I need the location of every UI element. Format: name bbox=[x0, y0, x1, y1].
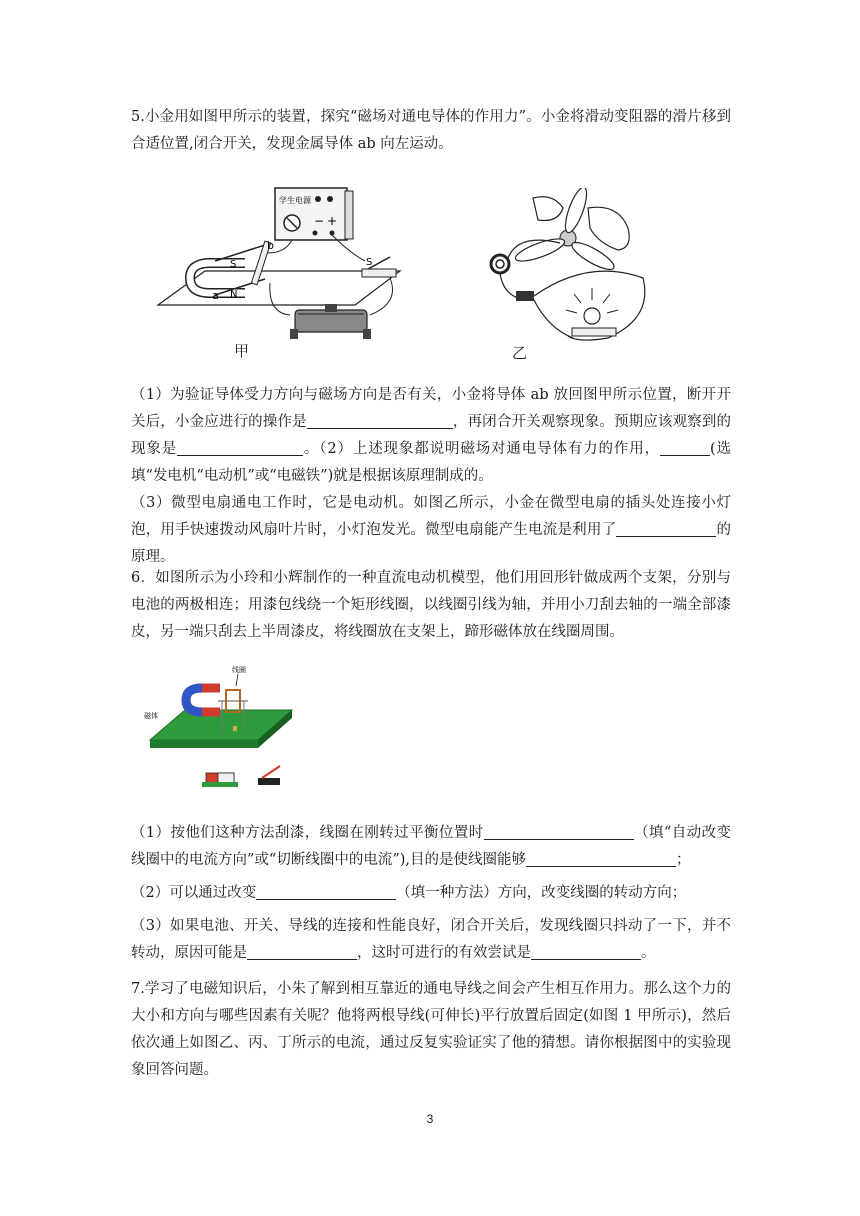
q6-intro: 6．如图所示为小玲和小辉制作的一种直流电动机模型，他们用回形针做成两个支架，分别与电池的两极相连；用漆包线绕一个矩形线圈，以线圈引线为轴，并用小刀刮去轴的一端全部漆皮，另一端只刮去上半周漆皮，将线圈放在支架上，蹄形磁体放在线圈周围。 bbox=[131, 570, 731, 640]
figure-motor-model bbox=[140, 660, 300, 800]
q5-sub3-text-a: （3）微型电扇通电工作时，它是电动机。如图乙所示，小金在微型电扇的插头处连接小灯泡，用手快速拨动风扇叶片时，小灯泡发光。微型电扇能产生电流是利用了 bbox=[131, 495, 731, 538]
figure-yi-caption: 乙 bbox=[512, 344, 528, 362]
answer-blank[interactable] bbox=[526, 849, 676, 867]
q5-sub1-2 bbox=[131, 382, 731, 490]
q5-sub3-text-b: 的原理。 bbox=[131, 522, 732, 565]
answer-blank[interactable] bbox=[484, 822, 634, 840]
q5-sub1-text-d: (选填“发电机“电动机”或“电磁铁”)就是根据该原理制成的。 bbox=[131, 441, 731, 484]
power-supply-label: 学生电源 bbox=[279, 196, 311, 205]
q5-sub3 bbox=[131, 490, 731, 571]
q6-sub3-text-a: （3）如果电池、开关、导线的连接和性能良好，闭合开关后，发现线圈只抖动了一下，并不转动，原因可能是 bbox=[131, 918, 731, 961]
answer-blank[interactable] bbox=[660, 438, 710, 456]
label-coil: 线圈 bbox=[232, 666, 246, 674]
answer-blank[interactable] bbox=[177, 438, 303, 456]
page-number: 3 bbox=[426, 1112, 434, 1126]
q5-sub1-text-b: ，再闭合开关观察现象。预期应该观察到的现象是 bbox=[131, 414, 732, 457]
q6-sub3-text-c: 。 bbox=[641, 945, 656, 961]
label-S-switch: S bbox=[366, 257, 373, 268]
q5-sub1-text-a: （1）为验证导体受力方向与磁场方向是否有关，小金将导体 ab 放回图甲所示位置，断开开关后，小金应进行的操作是 bbox=[131, 387, 731, 430]
q6-sub1-text-b: （填“自动改变线圈中的电流方向”或“切断线圈中的电流”),目的是使线圈能够 bbox=[131, 825, 731, 868]
figure-yi bbox=[478, 188, 658, 348]
q6-sub2-text-b: （填一种方法）方向，改变线圈的转动方向； bbox=[396, 885, 687, 901]
figure-jia-caption: 甲 bbox=[234, 342, 250, 360]
figure-jia bbox=[150, 183, 415, 373]
q7-intro: 7.学习了电磁知识后，小朱了解到相互靠近的通电导线之间会产生相互作用力。那么这个力的大小和方向与哪些因素有关呢？他将两根导线(可伸长)平行放置后固定(如图 1 甲所示)，然后依次通上如图乙、丙、丁所示的电流，通过反复实验证实了他的猜想。请你根据图中的实验现象回答问题。 bbox=[131, 981, 731, 1078]
q5-intro: 5.小金用如图甲所示的装置，探究“磁场对通电导体的作用力”。小金将滑动变阻器的滑片移到合适位置,闭合开关，发现金属导体 ab 向左运动。 bbox=[131, 109, 731, 152]
answer-blank[interactable] bbox=[307, 411, 453, 429]
q6-sub1 bbox=[131, 820, 731, 874]
answer-blank[interactable] bbox=[247, 942, 357, 960]
answer-blank[interactable] bbox=[616, 519, 716, 537]
label-b: b bbox=[267, 239, 274, 252]
label-N: N bbox=[230, 289, 238, 300]
svg-text:+: + bbox=[327, 214, 338, 228]
q6-sub1-text-c: ； bbox=[676, 852, 691, 868]
q6-sub3 bbox=[131, 913, 731, 967]
q6-sub2-text-a: （2）可以通过改变 bbox=[131, 885, 257, 901]
answer-blank[interactable] bbox=[531, 942, 641, 960]
label-magnet: 磁体 bbox=[144, 712, 158, 720]
q6-sub2 bbox=[131, 880, 731, 907]
label-S-magnet: S bbox=[230, 259, 237, 270]
answer-blank[interactable] bbox=[256, 882, 396, 900]
q6-sub3-text-b: ，这时可进行的有效尝试是 bbox=[357, 945, 531, 961]
q6-sub1-text-a: （1）按他们这种方法刮漆，线圈在刚转过平衡位置时 bbox=[131, 825, 484, 841]
q5-sub1-text-c: 。（2）上述现象都说明磁场对通电导体有力的作用， bbox=[303, 441, 660, 457]
label-a: a bbox=[212, 289, 219, 302]
svg-text:−: − bbox=[314, 214, 325, 228]
